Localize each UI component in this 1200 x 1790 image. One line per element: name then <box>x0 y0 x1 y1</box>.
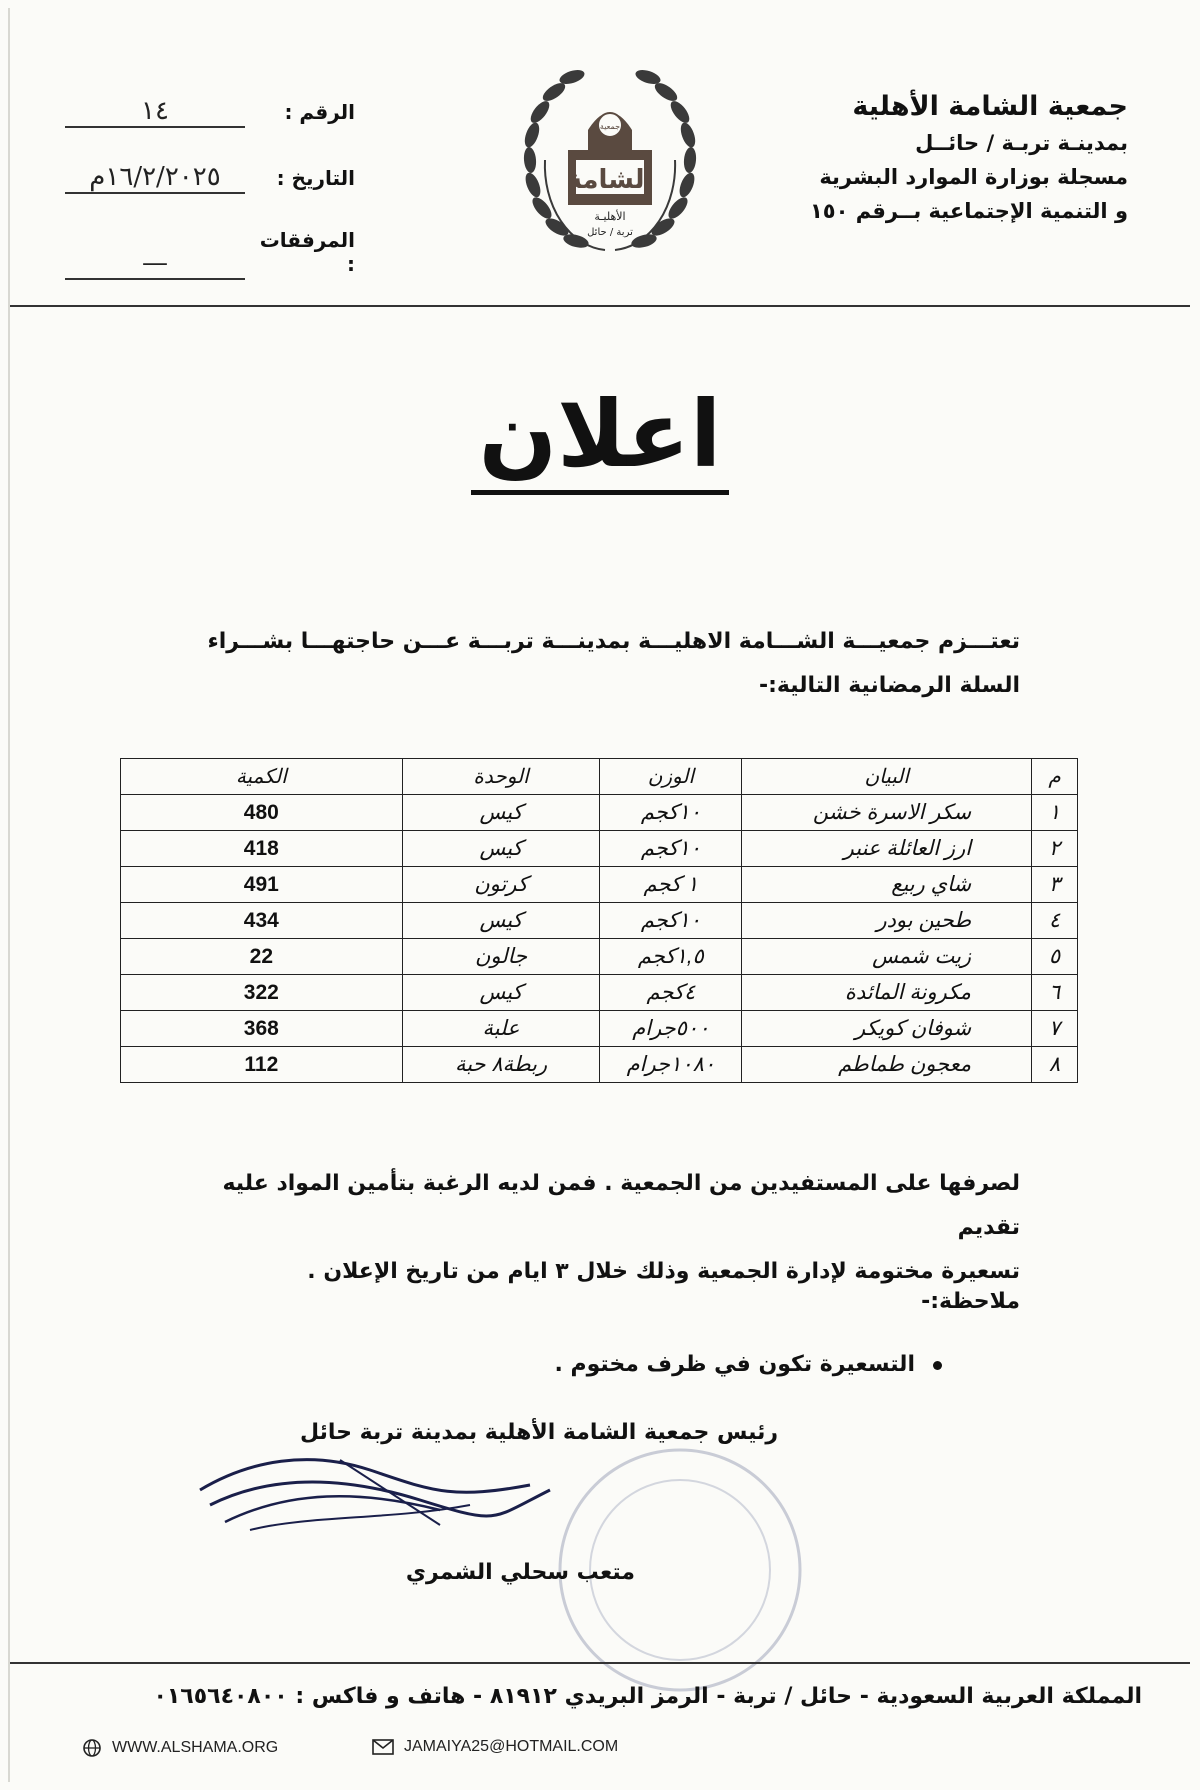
table-row <box>121 1011 1078 1047</box>
ref-date-value: ١٦/٢/٢٠٢٥م <box>65 162 245 194</box>
row-weight: ٥٠٠جرام <box>600 1011 742 1047</box>
logo-top-text: جمعية <box>599 122 621 131</box>
row-qty: 480 <box>121 795 403 831</box>
row-unit: ربطة٨ حبة <box>402 1047 600 1083</box>
org-name: جمعية الشامة الأهلية <box>852 91 1128 122</box>
logo-main-text: الشامة <box>566 165 654 195</box>
logo-place-text: تربة / حائل <box>587 227 633 238</box>
row-item: شاي ربيع <box>742 867 1032 903</box>
table-row <box>121 831 1078 867</box>
header-unit: الوحدة <box>402 759 600 795</box>
row-item: طحين بودر <box>742 903 1032 939</box>
header-qty: الكمية <box>121 759 403 795</box>
globe-icon <box>82 1738 102 1758</box>
body-paragraph <box>180 1162 1020 1294</box>
footer-website-text: WWW.ALSHAMA.ORG <box>112 1739 279 1756</box>
note-bullet-text: التسعيرة تكون في ظرف مختوم . <box>554 1352 915 1377</box>
ref-number-value: ١٤ <box>65 96 245 128</box>
organization-logo <box>500 55 720 265</box>
ref-attachments-row <box>55 228 355 280</box>
row-item: مكرونة المائدة <box>742 975 1032 1011</box>
org-registered: مسجلة بوزارة الموارد البشرية <box>819 165 1128 189</box>
ref-date-label: التاريخ : <box>276 166 355 190</box>
row-num: ١ <box>1032 795 1078 831</box>
footer-divider <box>10 1662 1190 1664</box>
header-weight: الوزن <box>600 759 742 795</box>
table-row <box>121 975 1078 1011</box>
row-weight: ١٠٨٠جرام <box>600 1047 742 1083</box>
row-unit: كرتون <box>402 867 600 903</box>
note-label: ملاحظة:- <box>921 1289 1020 1314</box>
row-item: شوفان كويكر <box>742 1011 1032 1047</box>
intro-line-1: تعتـــزم جمعيـــة الشـــامة الاهليـــة بمدينـــة تربـــة عـــن حاجتهـــا بشـــراء <box>207 629 1020 654</box>
body-line-1: لصرفها على المستفيدين من الجمعية . فمن لديه الرغبة بتأمين المواد عليه تقديم <box>222 1171 1020 1240</box>
organization-header <box>768 88 1128 228</box>
footer-website <box>82 1738 278 1758</box>
row-unit: علبة <box>402 1011 600 1047</box>
items-table <box>120 758 1078 1083</box>
table-header-row <box>121 759 1078 795</box>
table-row <box>121 903 1078 939</box>
row-unit: جالون <box>402 939 600 975</box>
ref-number-label: الرقم : <box>284 100 355 124</box>
row-item: ارز العائلة عنبر <box>742 831 1032 867</box>
ref-number-row <box>55 96 355 128</box>
row-num: ٣ <box>1032 867 1078 903</box>
row-item: معجون طماطم <box>742 1047 1032 1083</box>
table-row <box>121 867 1078 903</box>
signature-scribble-icon <box>190 1430 570 1550</box>
row-qty: 434 <box>121 903 403 939</box>
row-weight: ١,٥كجم <box>600 939 742 975</box>
signatory-name: متعب سحلي الشمري <box>405 1560 635 1585</box>
table-row <box>121 939 1078 975</box>
ref-attachments-value: — <box>65 248 245 280</box>
row-unit: كيس <box>402 903 600 939</box>
row-num: ٧ <box>1032 1011 1078 1047</box>
row-weight: ١ كجم <box>600 867 742 903</box>
row-item: زيت شمس <box>742 939 1032 975</box>
page-title: اعلان <box>0 380 1200 495</box>
header-divider <box>10 305 1190 307</box>
table-row <box>121 795 1078 831</box>
row-num: ٢ <box>1032 831 1078 867</box>
envelope-icon <box>372 1739 394 1755</box>
row-unit: كيس <box>402 975 600 1011</box>
row-qty: 368 <box>121 1011 403 1047</box>
footer-email <box>372 1738 618 1756</box>
row-qty: 491 <box>121 867 403 903</box>
row-num: ٥ <box>1032 939 1078 975</box>
ref-date-row <box>55 162 355 194</box>
row-unit: كيس <box>402 831 600 867</box>
header-num: م <box>1032 759 1078 795</box>
row-qty: 322 <box>121 975 403 1011</box>
row-qty: 112 <box>121 1047 403 1083</box>
intro-line-2: السلة الرمضانية التالية:- <box>758 673 1020 698</box>
row-weight: ١٠كجم <box>600 831 742 867</box>
row-qty: 418 <box>121 831 403 867</box>
footer-email-text: JAMAIYA25@HOTMAIL.COM <box>404 1738 619 1755</box>
row-item: سكر الاسرة خشن <box>742 795 1032 831</box>
bullet-dot-icon <box>933 1361 942 1370</box>
org-ministry: و التنمية الإجتماعية بــرقم ١٥٠ <box>809 199 1128 223</box>
header-item: البيان <box>742 759 1032 795</box>
ref-attachments-label: المرفقات : <box>259 228 355 276</box>
intro-paragraph <box>180 620 1020 708</box>
note-bullet <box>554 1352 942 1377</box>
row-num: ٦ <box>1032 975 1078 1011</box>
footer-address: المملكة العربية السعودية - حائل / تربة - الرمز البريدي ٨١٩١٢ - هاتف و فاكس : ٠١٦٥٦٤٠٨٠٠ <box>153 1684 1142 1709</box>
row-num: ٤ <box>1032 903 1078 939</box>
signatory-title: رئيس جمعية الشامة الأهلية بمدينة تربة حائل <box>299 1420 778 1445</box>
row-qty: 22 <box>121 939 403 975</box>
row-weight: ١٠كجم <box>600 903 742 939</box>
body-line-2: تسعيرة مختومة لإدارة الجمعية وذلك خلال ٣ ايام من تاريخ الإعلان . <box>307 1259 1020 1284</box>
logo-sub-text: الأهليـة <box>594 210 626 223</box>
table-row <box>121 1047 1078 1083</box>
row-weight: ٤كجم <box>600 975 742 1011</box>
row-weight: ١٠كجم <box>600 795 742 831</box>
row-unit: كيس <box>402 795 600 831</box>
row-num: ٨ <box>1032 1047 1078 1083</box>
org-city: بمدينـة تربـة / حائــل <box>915 131 1128 155</box>
